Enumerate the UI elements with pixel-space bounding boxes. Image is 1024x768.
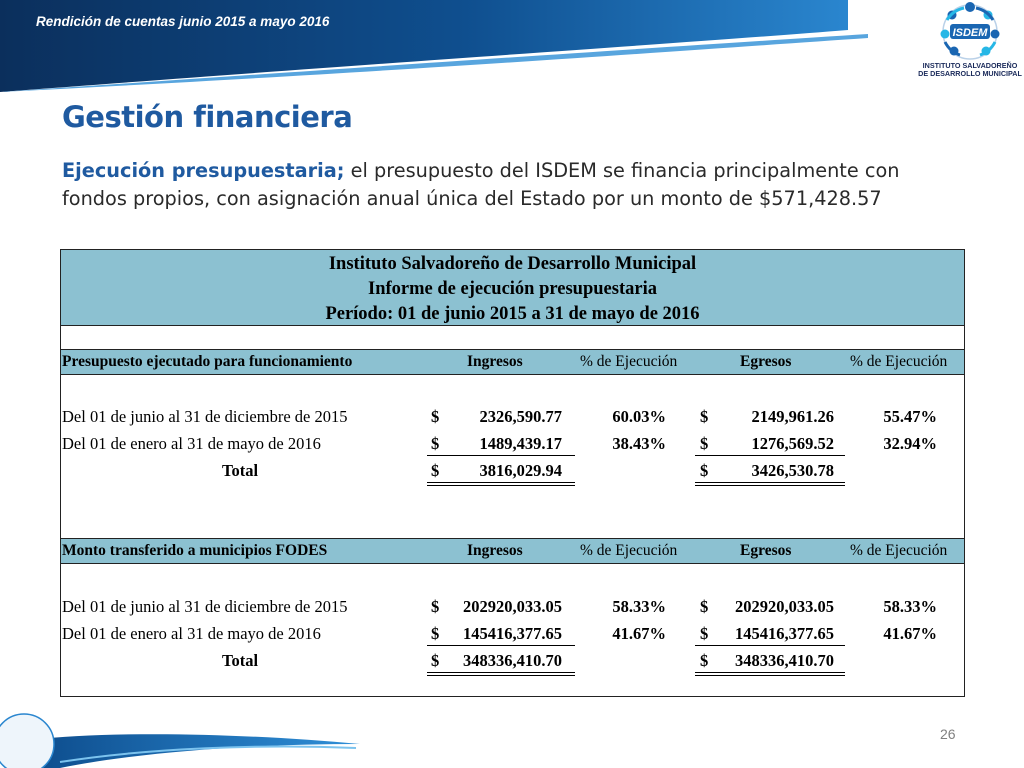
total-ingresos: 3816,029.94 [479,461,562,480]
pct1-value: 38.43% [612,434,666,453]
table-title-line3: Período: 01 de junio 2015 a 31 de mayo de 2016 [325,304,700,324]
currency: $ [431,624,440,643]
logo-mark-text: ISDEM [952,27,988,39]
row-label: Del 01 de junio al 31 de diciembre de 2015 [62,597,348,616]
intro-lead: Ejecución presupuestaria; [62,159,345,182]
banner-title: Rendición de cuentas junio 2015 a mayo 2016 [36,14,330,29]
logo-caption-line2: DE DESARROLLO MUNICIPAL [918,69,1022,79]
row-label: Del 01 de enero al 31 de mayo de 2016 [62,624,321,643]
section-label: Monto transferido a municipios FODES [62,542,328,559]
pct1-value: 60.03% [612,407,666,426]
col-pct2: % de Ejecución [850,542,948,559]
col-ingresos: Ingresos [467,542,523,559]
ingresos-value: 202920,033.05 [463,597,562,616]
row-label: Del 01 de junio al 31 de diciembre de 2015 [62,407,348,426]
currency: $ [700,407,709,426]
double-underline [427,482,575,486]
pct2-value: 58.33% [883,597,937,616]
table-title-line1: Instituto Salvadoreño de Desarrollo Municipal [328,254,697,274]
ingresos-value: 145416,377.65 [463,624,562,643]
egresos-value: 202920,033.05 [735,597,834,616]
col-egresos: Egresos [740,542,792,559]
currency: $ [700,461,709,480]
egresos-value: 1276,569.52 [751,434,834,453]
total-egresos: 348336,410.70 [735,651,834,670]
currency: $ [700,597,709,616]
intro-text: el presupuesto del ISDEM se financia principalmente con fondos propios, con asignación anual única del Estado por un monto de $571,428.57 [62,159,900,210]
currency: $ [431,597,440,616]
col-egresos: Egresos [740,353,792,370]
section-header-fodes [61,538,964,564]
double-underline [695,482,845,486]
ingresos-value: 2326,590.77 [479,407,562,426]
total-egresos: 3426,530.78 [751,461,834,480]
pct1-value: 58.33% [612,597,666,616]
currency: $ [700,651,709,670]
currency: $ [700,624,709,643]
pct2-value: 32.94% [883,434,937,453]
row-label: Del 01 de enero al 31 de mayo de 2016 [62,434,321,453]
underline [695,455,845,456]
currency: $ [700,434,709,453]
egresos-value: 2149,961.26 [751,407,834,426]
col-ingresos: Ingresos [467,353,523,370]
col-pct1: % de Ejecución [580,542,678,559]
table-title-block [61,250,964,326]
logo-caption-line1: INSTITUTO SALVADOREÑO [922,61,1018,70]
ingresos-value: 1489,439.17 [479,434,562,453]
logo-caption [918,62,1022,79]
egresos-value: 145416,377.65 [735,624,834,643]
col-pct2: % de Ejecución [850,353,948,370]
double-underline [695,672,845,676]
currency: $ [431,461,440,480]
pct1-value: 41.67% [612,624,666,643]
budget-table [60,249,965,697]
section-header-funcionamiento [61,349,964,375]
total-ingresos: 348336,410.70 [463,651,562,670]
table-title-line2: Informe de ejecución presupuestaria [368,279,657,299]
pct2-value: 41.67% [883,624,937,643]
page-title: Gestión financiera [62,100,353,134]
footer-swoosh [0,700,420,768]
table-row [61,405,964,431]
total-label: Total [222,651,259,670]
intro-paragraph [62,157,962,213]
double-underline [427,672,575,676]
col-pct1: % de Ejecución [580,353,678,370]
total-label: Total [222,461,259,480]
page-number: 26 [940,726,956,742]
underline [427,455,575,456]
section-label: Presupuesto ejecutado para funcionamiento [62,353,353,370]
currency: $ [431,434,440,453]
underline [427,645,575,646]
table-row [61,595,964,621]
pct2-value: 55.47% [883,407,937,426]
underline [695,645,845,646]
currency: $ [431,651,440,670]
currency: $ [431,407,440,426]
